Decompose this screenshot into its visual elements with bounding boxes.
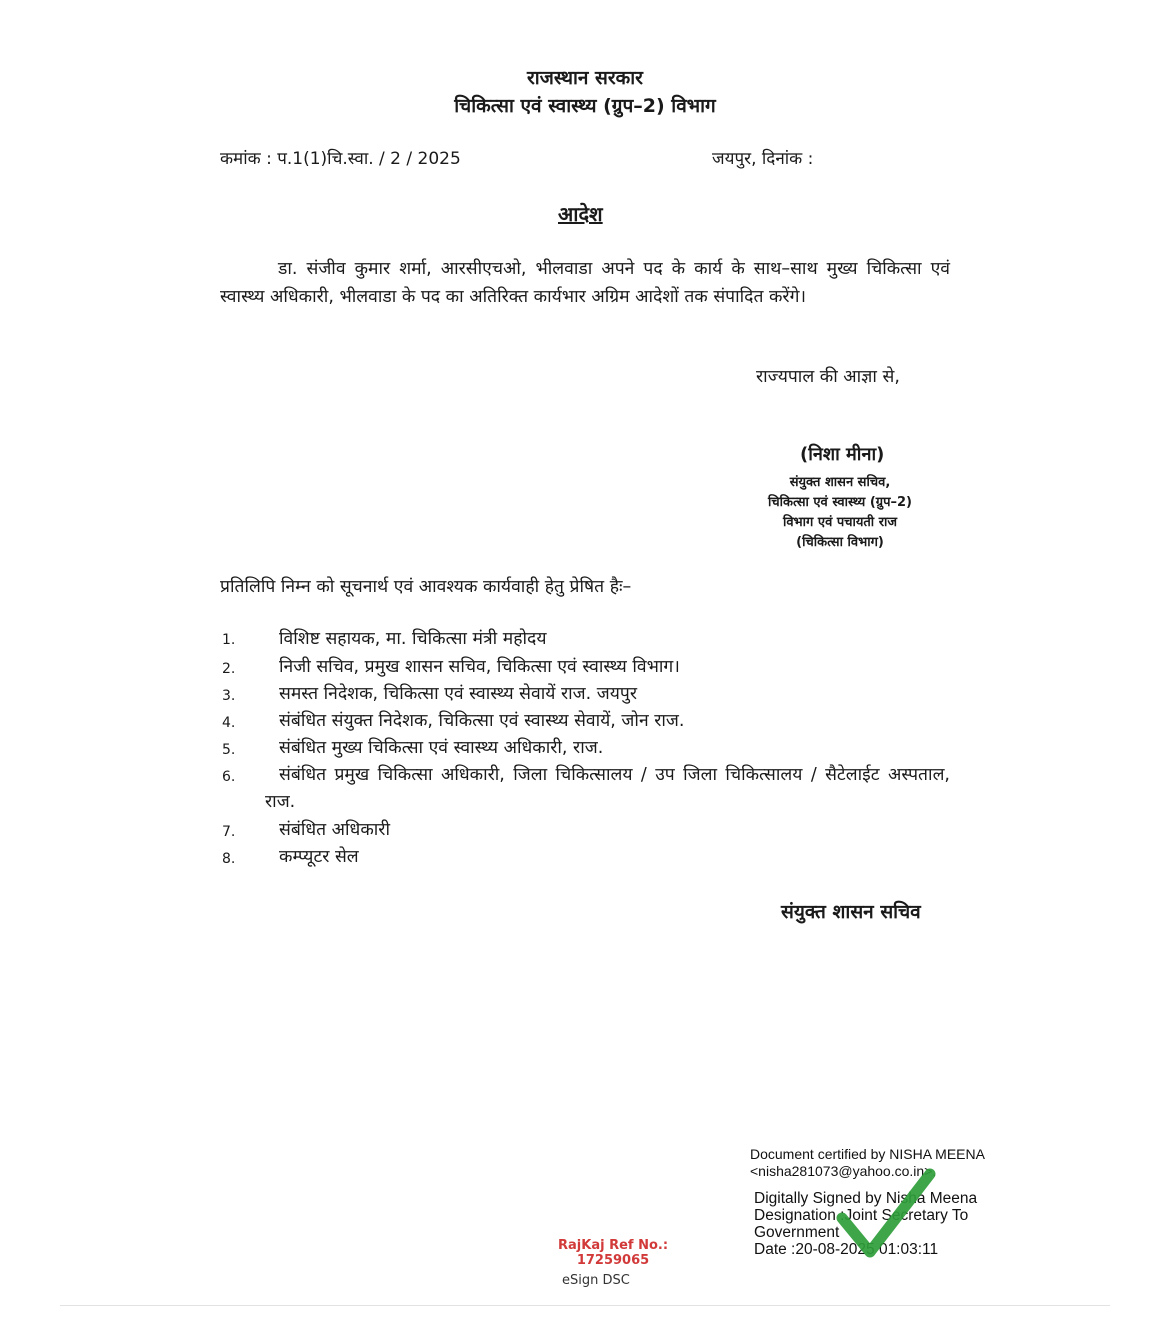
digital-signature-date: Date :20-08-2025 01:03:11 bbox=[754, 1241, 939, 1258]
list-item-number: 1. bbox=[222, 632, 236, 648]
certified-by: Document certified by NISHA MEENA bbox=[750, 1146, 985, 1162]
rajkaj-ref-label: RajKaj Ref No.: bbox=[558, 1238, 669, 1253]
list-item: संबंधित संयुक्त निदेशक, चिकित्सा एवं स्वास्थ्य सेवायें, जोन राज. bbox=[279, 711, 685, 731]
list-item: संबंधित अधिकारी bbox=[279, 820, 390, 840]
check-mark-icon bbox=[830, 1160, 940, 1270]
digital-signature-name: Digitally Signed by Nisha Meena bbox=[754, 1190, 978, 1207]
list-item-number: 4. bbox=[222, 715, 236, 731]
place-date: जयपुर, दिनांक : bbox=[712, 149, 814, 169]
copy-intro: प्रतिलिपि निम्न को सूचनार्थ एवं आवश्यक कार्यवाही हेतु प्रेषित हैः– bbox=[220, 577, 632, 597]
reference-number: कमांक : प.1(1)चि.स्वा. / 2 / 2025 bbox=[220, 149, 461, 169]
esign-label: eSign DSC bbox=[562, 1273, 630, 1288]
list-item-number: 2. bbox=[222, 661, 236, 677]
list-item: संबंधित प्रमुख चिकित्सा अधिकारी, जिला चिकित्सालय / उप जिला चिकित्सालय / सैटेलाईट अस्पताल, राज. bbox=[265, 765, 950, 812]
signatory-department-2: विभाग एवं पचायती राज bbox=[782, 515, 898, 530]
signatory-designation: संयुक्त शासन सचिव, bbox=[789, 475, 891, 490]
list-item: निजी सचिव, प्रमुख शासन सचिव, चिकित्सा एवं स्वास्थ्य विभाग। bbox=[279, 657, 680, 677]
list-item: संबंधित मुख्य चिकित्सा एवं स्वास्थ्य अधिकारी, राज. bbox=[279, 738, 604, 758]
list-item: विशिष्ट सहायक, मा. चिकित्सा मंत्री महोदय bbox=[279, 629, 547, 649]
list-item: कम्प्यूटर सेल bbox=[279, 847, 359, 867]
signatory-department-3: (चिकित्सा विभाग) bbox=[796, 535, 884, 550]
list-item-number: 8. bbox=[222, 851, 236, 867]
certifier-email: <nisha281073@yahoo.co.in>. bbox=[750, 1163, 937, 1179]
rajkaj-ref-number: 17259065 bbox=[576, 1253, 650, 1268]
header-government: राजस्थान सरकार bbox=[527, 67, 643, 89]
list-item-number: 5. bbox=[222, 742, 236, 758]
governor-order-line: राज्यपाल की आज्ञा से, bbox=[756, 367, 900, 387]
digital-signature-designation-2: Government bbox=[754, 1224, 840, 1241]
signatory-department: चिकित्सा एवं स्वास्थ्य (ग्रुप–2) bbox=[768, 495, 912, 510]
list-item-number: 7. bbox=[222, 824, 236, 840]
signatory-name: (निशा मीना) bbox=[800, 444, 885, 465]
order-title: आदेश bbox=[558, 202, 603, 226]
page-bottom-divider bbox=[60, 1305, 1110, 1306]
closing-designation: संयुक्त शासन सचिव bbox=[781, 901, 921, 923]
list-item: समस्त निदेशक, चिकित्सा एवं स्वास्थ्य सेवायें राज. जयपुर bbox=[279, 684, 637, 704]
list-item-number: 6. bbox=[222, 769, 236, 785]
list-item-number: 3. bbox=[222, 688, 236, 704]
header-department: चिकित्सा एवं स्वास्थ्य (ग्रुप–2) विभाग bbox=[454, 95, 716, 117]
order-body: डा. संजीव कुमार शर्मा, आरसीएचओ, भीलवाडा अपने पद के कार्य के साथ–साथ मुख्य चिकित्सा एवं स्वास्थ्य अधिकारी, भीलवाडा के पद का अतिरिक्त कार्यभार अग्रिम आदेशों तक संपादित करेंगे। bbox=[220, 259, 950, 307]
digital-signature-designation: Designation :Joint Secretary To bbox=[754, 1207, 969, 1224]
